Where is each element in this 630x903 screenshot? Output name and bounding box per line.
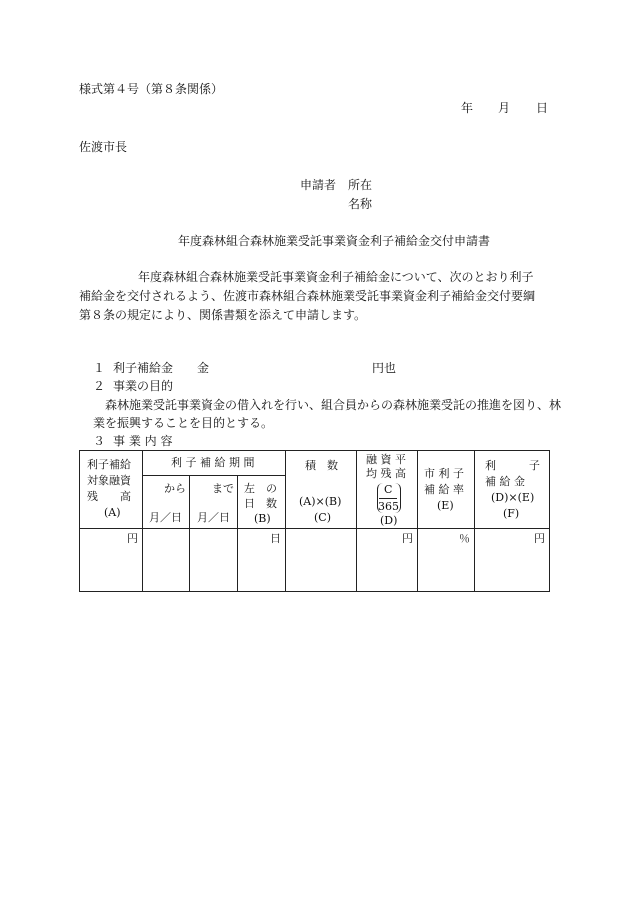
- header-interest-subsidy: 利 子 補 給 金 (D)×(E) (F): [475, 451, 550, 529]
- item1-number: １: [93, 361, 106, 375]
- header-col-balance: 利子補給 対象融資 残 高 (A): [80, 451, 143, 529]
- date-year-label: 年: [461, 101, 474, 115]
- item3-number: ３: [93, 434, 106, 448]
- item1-unit: 円也: [372, 361, 397, 375]
- header-to: まで 月／日: [190, 476, 238, 529]
- body-line-1: 年度森林組合森林施業受託事業資金利子補給金について、次のとおり利子: [138, 270, 534, 284]
- item2-text-line-1: 森林施業受託事業資金の借入れを行い、組合員からの森林施業受託の推進を図り、林: [105, 398, 562, 412]
- input-balance-cell[interactable]: 円: [80, 529, 143, 592]
- header-average-balance: 融 資 平 均 残 高 C 365 (D): [357, 451, 418, 529]
- body-line-2: 補給金を交付されるよう、佐渡市森林組合森林施業受託事業資金利子補給金交付要綱: [79, 289, 536, 303]
- fraction-line: [379, 498, 397, 499]
- input-to-cell[interactable]: [190, 529, 238, 592]
- header-from: から 月／日: [143, 476, 190, 529]
- applicant-name-label: 名称: [348, 197, 373, 211]
- input-rate-cell[interactable]: ％: [418, 529, 475, 592]
- date-month-label: 月: [498, 101, 511, 115]
- form-number: 様式第４号（第８条関係）: [79, 82, 224, 96]
- item1-label: 利子補給金: [113, 361, 174, 375]
- addressee: 佐渡市長: [79, 140, 128, 154]
- item3-label: 事 業 内 容: [113, 434, 173, 448]
- input-interest-cell[interactable]: 円: [475, 529, 550, 592]
- input-days-cell[interactable]: 日: [238, 529, 286, 592]
- header-period: 利 子 補 給 期 間: [143, 451, 286, 476]
- input-product-cell[interactable]: [286, 529, 357, 592]
- body-line-3: 第８条の規定により、関係書類を添えて申請します。: [79, 308, 367, 322]
- document-title: 年度森林組合森林施業受託事業資金利子補給金交付申請書: [178, 234, 491, 248]
- applicant-address-label: 所在: [348, 178, 373, 192]
- input-average-cell[interactable]: 円: [357, 529, 418, 592]
- header-rate: 市 利 子 補 給 率 (E): [418, 451, 475, 529]
- item2-text-line-2: 業を振興することを目的とする。: [93, 416, 274, 430]
- business-details-table: [79, 450, 550, 592]
- item1-kin: 金: [197, 361, 210, 375]
- input-from-cell[interactable]: [143, 529, 190, 592]
- date-day-label: 日: [536, 101, 549, 115]
- item2-label: 事業の目的: [113, 379, 174, 393]
- applicant-label: 申請者: [300, 178, 337, 192]
- item2-number: ２: [93, 379, 106, 393]
- header-days: 左 の 日 数 (B): [238, 476, 286, 529]
- header-product: 積 数 (A)×(B) (C): [286, 451, 357, 529]
